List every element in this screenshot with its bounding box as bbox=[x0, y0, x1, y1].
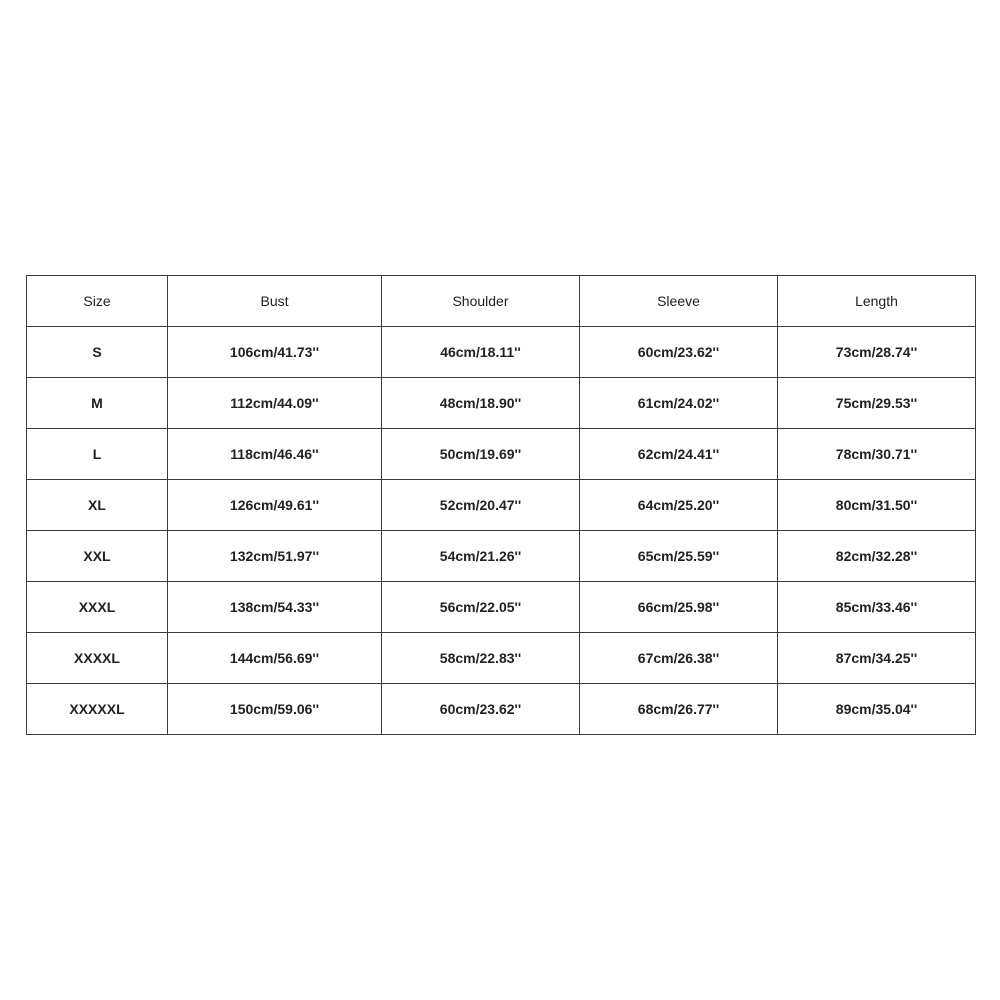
table-row bbox=[27, 378, 976, 429]
sleeve-cell: 68cm/26.77'' bbox=[580, 684, 778, 735]
header-sleeve: Sleeve bbox=[580, 276, 778, 327]
length-cell: 89cm/35.04'' bbox=[778, 684, 976, 735]
header-bust: Bust bbox=[168, 276, 382, 327]
shoulder-cell: 52cm/20.47'' bbox=[382, 480, 580, 531]
size-cell: XXXL bbox=[27, 582, 168, 633]
size-cell: XL bbox=[27, 480, 168, 531]
shoulder-cell: 50cm/19.69'' bbox=[382, 429, 580, 480]
size-cell: XXXXXL bbox=[27, 684, 168, 735]
bust-cell: 126cm/49.61'' bbox=[168, 480, 382, 531]
shoulder-cell: 54cm/21.26'' bbox=[382, 531, 580, 582]
table-row bbox=[27, 429, 976, 480]
header-size: Size bbox=[27, 276, 168, 327]
sleeve-cell: 66cm/25.98'' bbox=[580, 582, 778, 633]
bust-cell: 118cm/46.46'' bbox=[168, 429, 382, 480]
length-cell: 80cm/31.50'' bbox=[778, 480, 976, 531]
size-cell: XXL bbox=[27, 531, 168, 582]
table-row bbox=[27, 480, 976, 531]
size-cell: S bbox=[27, 327, 168, 378]
table-row bbox=[27, 531, 976, 582]
table-row bbox=[27, 633, 976, 684]
size-chart-table bbox=[26, 275, 976, 735]
size-cell: L bbox=[27, 429, 168, 480]
shoulder-cell: 48cm/18.90'' bbox=[382, 378, 580, 429]
shoulder-cell: 58cm/22.83'' bbox=[382, 633, 580, 684]
sleeve-cell: 64cm/25.20'' bbox=[580, 480, 778, 531]
shoulder-cell: 56cm/22.05'' bbox=[382, 582, 580, 633]
table-row bbox=[27, 582, 976, 633]
shoulder-cell: 60cm/23.62'' bbox=[382, 684, 580, 735]
length-cell: 75cm/29.53'' bbox=[778, 378, 976, 429]
sleeve-cell: 65cm/25.59'' bbox=[580, 531, 778, 582]
sleeve-cell: 62cm/24.41'' bbox=[580, 429, 778, 480]
header-length: Length bbox=[778, 276, 976, 327]
header-shoulder: Shoulder bbox=[382, 276, 580, 327]
size-cell: M bbox=[27, 378, 168, 429]
length-cell: 87cm/34.25'' bbox=[778, 633, 976, 684]
length-cell: 85cm/33.46'' bbox=[778, 582, 976, 633]
bust-cell: 132cm/51.97'' bbox=[168, 531, 382, 582]
sleeve-cell: 60cm/23.62'' bbox=[580, 327, 778, 378]
bust-cell: 138cm/54.33'' bbox=[168, 582, 382, 633]
table-row bbox=[27, 684, 976, 735]
length-cell: 73cm/28.74'' bbox=[778, 327, 976, 378]
shoulder-cell: 46cm/18.11'' bbox=[382, 327, 580, 378]
bust-cell: 112cm/44.09'' bbox=[168, 378, 382, 429]
bust-cell: 144cm/56.69'' bbox=[168, 633, 382, 684]
size-cell: XXXXL bbox=[27, 633, 168, 684]
length-cell: 78cm/30.71'' bbox=[778, 429, 976, 480]
length-cell: 82cm/32.28'' bbox=[778, 531, 976, 582]
table-row bbox=[27, 327, 976, 378]
table-header-row bbox=[27, 276, 976, 327]
bust-cell: 106cm/41.73'' bbox=[168, 327, 382, 378]
bust-cell: 150cm/59.06'' bbox=[168, 684, 382, 735]
sleeve-cell: 67cm/26.38'' bbox=[580, 633, 778, 684]
sleeve-cell: 61cm/24.02'' bbox=[580, 378, 778, 429]
